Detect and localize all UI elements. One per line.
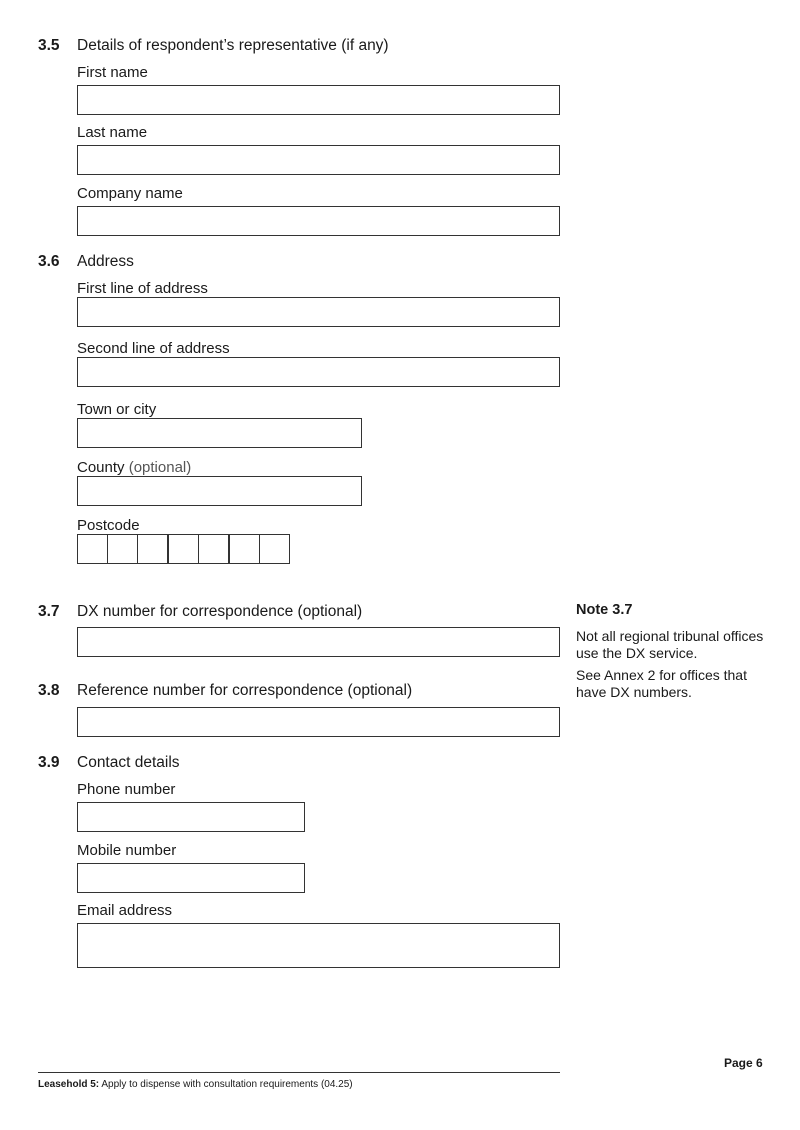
phone-input[interactable] <box>77 802 305 832</box>
county-label <box>77 459 191 476</box>
county-input[interactable] <box>77 476 362 506</box>
town-label: Town or city <box>77 401 157 418</box>
county-label-text: County <box>77 459 125 476</box>
address-line1-label: First line of address <box>77 280 208 297</box>
mobile-input[interactable] <box>77 863 305 893</box>
section-number-3-6: 3.6 <box>38 253 60 270</box>
section-heading-3-6: Address <box>77 253 134 270</box>
company-name-input[interactable] <box>77 206 560 236</box>
postcode-cell[interactable] <box>259 534 290 564</box>
first-name-input[interactable] <box>77 85 560 115</box>
last-name-label: Last name <box>77 124 148 141</box>
postcode-cell[interactable] <box>107 534 138 564</box>
section-number-3-7: 3.7 <box>38 603 60 620</box>
address-line2-input[interactable] <box>77 357 560 387</box>
section-heading-3-8: Reference number for correspondence (optional) <box>77 682 413 699</box>
section-number-3-8: 3.8 <box>38 682 60 699</box>
postcode-label: Postcode <box>77 517 140 534</box>
note-title: Note 3.7 <box>576 602 633 618</box>
footer-divider <box>38 1072 560 1073</box>
town-input[interactable] <box>77 418 362 448</box>
postcode-cell[interactable] <box>229 534 260 564</box>
footer-text <box>38 1079 353 1090</box>
footer-form-desc: Apply to dispense with consultation requirements (04.25) <box>101 1079 353 1090</box>
postcode-cell[interactable] <box>137 534 168 564</box>
section-number-3-9: 3.9 <box>38 754 60 771</box>
section-heading-3-7: DX number for correspondence (optional) <box>77 603 363 620</box>
section-heading-3-9: Contact details <box>77 754 180 771</box>
reference-number-input[interactable] <box>77 707 560 737</box>
first-name-label: First name <box>77 64 148 81</box>
section-number-3-5: 3.5 <box>38 37 60 54</box>
note-text-1: Not all regional tribunal offices use the DX service. <box>576 628 764 661</box>
section-heading-3-5: Details of respondent’s representative (if any) <box>77 37 389 54</box>
phone-label: Phone number <box>77 781 176 798</box>
footer-form-name: Leasehold 5: <box>38 1079 100 1090</box>
email-input[interactable] <box>77 923 560 968</box>
mobile-label: Mobile number <box>77 842 177 859</box>
last-name-input[interactable] <box>77 145 560 175</box>
page-number: Page 6 <box>724 1056 763 1070</box>
postcode-cell[interactable] <box>77 534 108 564</box>
address-line1-input[interactable] <box>77 297 560 327</box>
email-label: Email address <box>77 902 173 919</box>
postcode-cell[interactable] <box>198 534 229 564</box>
note-text-2: See Annex 2 for offices that have DX numbers. <box>576 667 747 700</box>
postcode-cell[interactable] <box>168 534 199 564</box>
county-optional-text: (optional) <box>128 459 192 476</box>
dx-number-input[interactable] <box>77 627 560 657</box>
company-name-label: Company name <box>77 185 183 202</box>
address-line2-label: Second line of address <box>77 340 230 357</box>
